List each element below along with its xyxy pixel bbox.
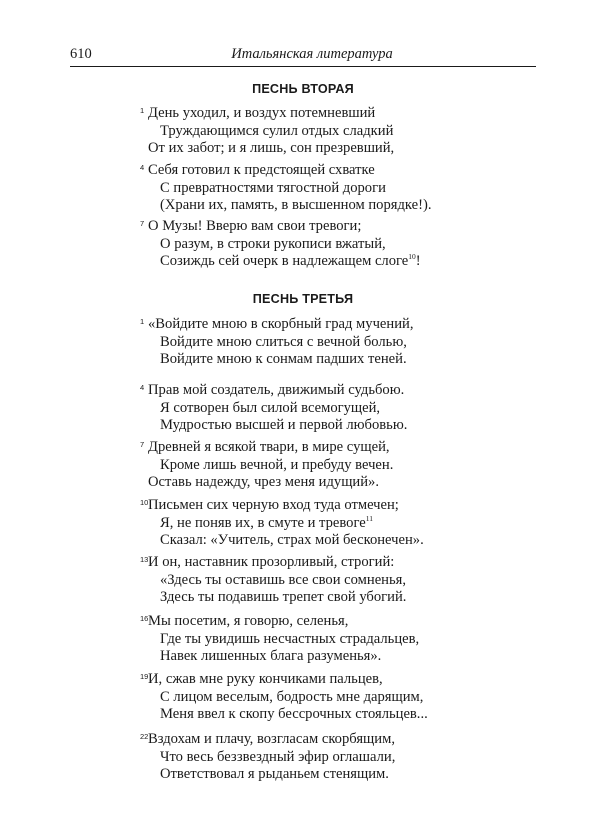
line-number: 13: [140, 555, 149, 564]
page-header: [70, 44, 536, 67]
line-number: 22: [140, 732, 149, 741]
stanza: [140, 218, 548, 271]
verse-line: Труждающимся сулил отдых сладкий: [160, 122, 394, 139]
verse-line: Ответствовал я рыданьем стенящим.: [160, 766, 389, 783]
verse-line: Себя готовил к предстоящей схватке: [148, 162, 375, 178]
verse-line: Войдите мною слиться с вечной болью,: [160, 333, 407, 350]
verse-line: Здесь ты подавишь трепет свой убогий.: [160, 589, 407, 606]
verse-line: Кроме лишь вечной, и пребуду вечен.: [160, 456, 394, 473]
verse-line: Прав мой создатель, движимый судьбою.: [148, 382, 405, 398]
line-number: 4: [140, 163, 145, 172]
line-number: 10: [140, 498, 149, 507]
canto-three-title: ПЕСНЬ ТРЕТЬЯ: [252, 292, 354, 306]
stanza: [140, 316, 548, 369]
verse-line: С лицом веселым, бодрость мне дарящим,: [160, 688, 424, 705]
verse-line: Я сотворен был силой всемогущей,: [160, 399, 381, 416]
running-title: Итальянская литература: [231, 46, 393, 62]
line-number: 4: [140, 383, 145, 392]
verse-line: Что весь беззвездный эфир оглашали,: [160, 748, 396, 765]
line-number: 7: [140, 219, 145, 228]
verse-line: Меня ввел к скопу бессрочных стояльцев...: [160, 706, 428, 723]
verse-line: Я, не поняв их, в смуте и тревоге: [160, 514, 366, 531]
verse-line: И, сжав мне руку кончиками пальцев,: [148, 671, 383, 687]
verse-line: С превратностями тягостной дороги: [160, 179, 386, 196]
line-number: 1: [140, 317, 145, 326]
verse-line-tail: !: [415, 253, 421, 270]
verse-line: Созиждь сей очерк в надлежащем слоге: [160, 253, 409, 270]
verse-line: День уходил, и воздух потемневший: [148, 105, 376, 121]
verse-line: О разум, в строки рукописи вжатый,: [160, 235, 386, 252]
verse-line: «Войдите мною в скорбный град мучений,: [148, 316, 414, 332]
verse-line: Мы посетим, я говорю, селенья,: [148, 613, 349, 629]
line-number: 1: [140, 106, 145, 115]
stanza: [140, 671, 548, 724]
stanza: [140, 613, 548, 666]
verse-line: Мудростью высшей и первой любовью.: [160, 417, 408, 434]
canto-two-title: ПЕСНЬ ВТОРАЯ: [252, 82, 354, 96]
verse-line: «Здесь ты оставишь все свои сомненья,: [160, 571, 406, 588]
page-number: 610: [70, 46, 92, 62]
line-number: 19: [140, 672, 149, 681]
stanza: [140, 162, 548, 215]
verse-line: И он, наставник прозорливый, строгий:: [148, 554, 395, 570]
stanza: [140, 731, 548, 784]
verse-line: Навек лишенных блага разуменья».: [160, 648, 382, 665]
verse-line: Вздохам и плачу, возгласам скорбящим,: [148, 731, 395, 747]
footnote-marker: 10: [408, 252, 416, 262]
verse-line: Сказал: «Учитель, страх мой бесконечен».: [160, 532, 424, 549]
stanza: [140, 554, 548, 607]
footnote-marker: 11: [365, 513, 373, 523]
verse-line: Древней я всякой твари, в мире сущей,: [148, 439, 390, 455]
stanza: [140, 439, 548, 492]
verse-line: Войдите мною к сонмам падших теней.: [160, 351, 407, 368]
verse-line: Письмен сих черную вход туда отмечен;: [148, 497, 399, 513]
stanza: [140, 105, 548, 158]
verse-line: О Музы! Вверю вам свои тревоги;: [148, 218, 362, 234]
line-number: 16: [140, 614, 149, 623]
verse-line: Где ты увидишь несчастных страдальцев,: [160, 630, 420, 647]
stanza: [140, 497, 548, 550]
stanza: [140, 382, 548, 435]
verse-line: (Храни их, память, в высшенном порядке!).: [160, 197, 432, 214]
verse-line: Оставь надежду, чрез меня идущий».: [148, 474, 379, 491]
verse-line: От их забот; и я лишь, сон презревший,: [148, 140, 395, 157]
line-number: 7: [140, 440, 145, 449]
